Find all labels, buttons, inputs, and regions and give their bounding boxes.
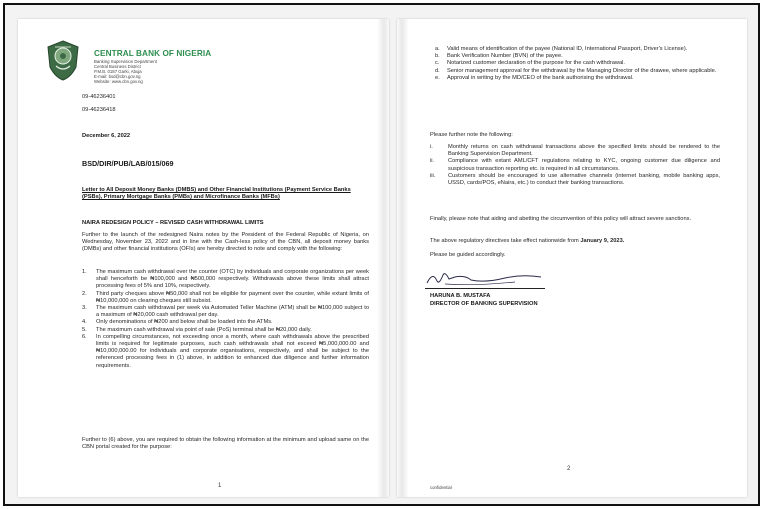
address-line: E-mail: bsd@cbn.gov.ng bbox=[94, 74, 141, 79]
list-item: i. Monthly returns on cash withdrawal transactions above the specified limits should be rendered to the Banking Supervision Department. bbox=[430, 144, 720, 158]
cbn-seal-icon bbox=[45, 39, 81, 81]
list-item: d. Senior management approval for the withdrawal by the Managing Director of the drawee, where applicable. bbox=[435, 67, 717, 74]
page-number: 2 bbox=[567, 466, 571, 472]
further-paragraph: Further to (6) above, you are required to obtain the following information at the minimum and upload same on the CBN portal created for the purpose: bbox=[82, 437, 369, 451]
phone-number: 09-46236401 bbox=[82, 94, 116, 100]
letter-title: Letter to All Deposit Money Banks (DMBS) and Other Financial Institutions (Payment Service Banks (PSBs), Primary Mortgage Banks (PMBs) and Microfinance Banks (MFBs) bbox=[82, 187, 351, 201]
intro-paragraph: Further to the launch of the redesigned Naira notes by the President of the Federal Republic of Nigeria, on Wednesday, November 23, 2022 and in line with the Cash-less policy of the CBN, all deposit money banks (DMBs) and other financial institutions (OFIs) are hereby directed to note and comply with the following: bbox=[82, 232, 369, 253]
address-line: Website: www.cbn.gov.ng bbox=[94, 79, 143, 84]
page-fold-shadow bbox=[377, 19, 389, 497]
list-item: e. Approval in writing by the MD/CEO of the bank authorising the withdrawal. bbox=[435, 74, 634, 81]
list-item: 3. The maximum cash withdrawal per week via Automated Teller Machine (ATM) shall be ₦100,000 subject to a maximum of ₦20,000 cash withdrawal per day. bbox=[82, 305, 369, 319]
effective-date: January 9, 2023. bbox=[580, 238, 625, 244]
list-item: a. Valid means of identification of the payee (National ID, International Passport, Driver's License). bbox=[435, 46, 688, 52]
list-item: 2. Third party cheques above ₦50,000 shall not be eligible for payment over the counter, while extant limits of ₦10,000,000 on clearing cheques still subsist. bbox=[82, 290, 369, 304]
address-line: Central Business District bbox=[94, 64, 141, 69]
requirements-list bbox=[435, 46, 720, 82]
list-item: 6. In compelling circumstances, not exceeding once a month, where cash withdrawals above the prescribed limits is required for legitimate purposes, such cash withdrawals shall not exceed ₦5,000,000.00 and ₦10,000,000.00 for individuals and corporate organisations, respectively, and shall be subject to the referenced processing fees in (1) above, in addition to enhanced due diligence and further information requirements. bbox=[82, 333, 369, 369]
directives-list bbox=[82, 269, 369, 370]
signature-line bbox=[425, 288, 545, 289]
list-item: ii. Compliance with extant AML/CFT regulations relating to KYC, ongoing customer due diligence and suspicious transaction reporting etc. is required in all circumstances. bbox=[430, 158, 720, 172]
list-item: 5. The maximum cash withdrawal via point of sale (PoS) terminal shall be ₦20,000 daily. bbox=[82, 326, 312, 333]
list-item: b. Bank Verification Number (BVN) of the payee. bbox=[435, 53, 563, 60]
list-item: iii. Customers should be encouraged to use alternative channels (internet banking, mobile banking apps, USSD, cards/POS, eNaira, etc.) to conduct their banking transactions. bbox=[430, 172, 720, 187]
reference-number: BSD/DIR/PUB/LAB/015/069 bbox=[82, 159, 174, 168]
effective-date-line: The above regulatory directives take effect nationwide from January 9, 2023. bbox=[430, 238, 625, 244]
page-fold-shadow bbox=[397, 19, 409, 497]
phone-number: 09-46236418 bbox=[82, 107, 116, 113]
bank-name: CENTRAL BANK OF NIGERIA bbox=[94, 49, 212, 58]
sanctions-paragraph: Finally, please note that aiding and abetting the circumvention of this policy will attract severe sanctions. bbox=[430, 216, 692, 222]
notes-list bbox=[430, 144, 720, 187]
letter-date: December 6, 2022 bbox=[82, 133, 131, 139]
signature-icon bbox=[425, 269, 543, 287]
address-line: Banking Supervision Department bbox=[94, 59, 157, 64]
document-viewer bbox=[3, 3, 760, 506]
list-item: 4. Only denominations of ₦200 and below shall be loaded into the ATMs. bbox=[82, 319, 273, 326]
address-line: P.M.B. 0187 Garki, Abuja bbox=[94, 69, 142, 74]
closing-line: Please be guided accordingly. bbox=[430, 252, 506, 258]
notes-intro: Please further note the following: bbox=[430, 132, 513, 138]
page-number: 1 bbox=[218, 483, 222, 489]
signatory-title: DIRECTOR OF BANKING SUPERVISION bbox=[430, 301, 538, 307]
letter-page-1 bbox=[18, 19, 389, 497]
list-item: 1. The maximum cash withdrawal over the counter (OTC) by individuals and corporate organizations per week shall henceforth be ₦100,000 and ₦500,000 respectively. Withdrawals above these limits shall attract processing fees of 5% and 10%, respectively. bbox=[82, 269, 369, 290]
signatory-name: HARUNA B. MUSTAFA bbox=[430, 293, 491, 299]
footer-mark: confidential bbox=[430, 485, 452, 490]
list-item: c. Notarized customer declaration of the purpose for the cash withdrawal. bbox=[435, 60, 625, 67]
letter-subject: NAIRA REDESIGN POLICY – REVISED CASH WITHDRAWAL LIMITS bbox=[82, 220, 264, 226]
letter-page-2 bbox=[397, 19, 747, 497]
